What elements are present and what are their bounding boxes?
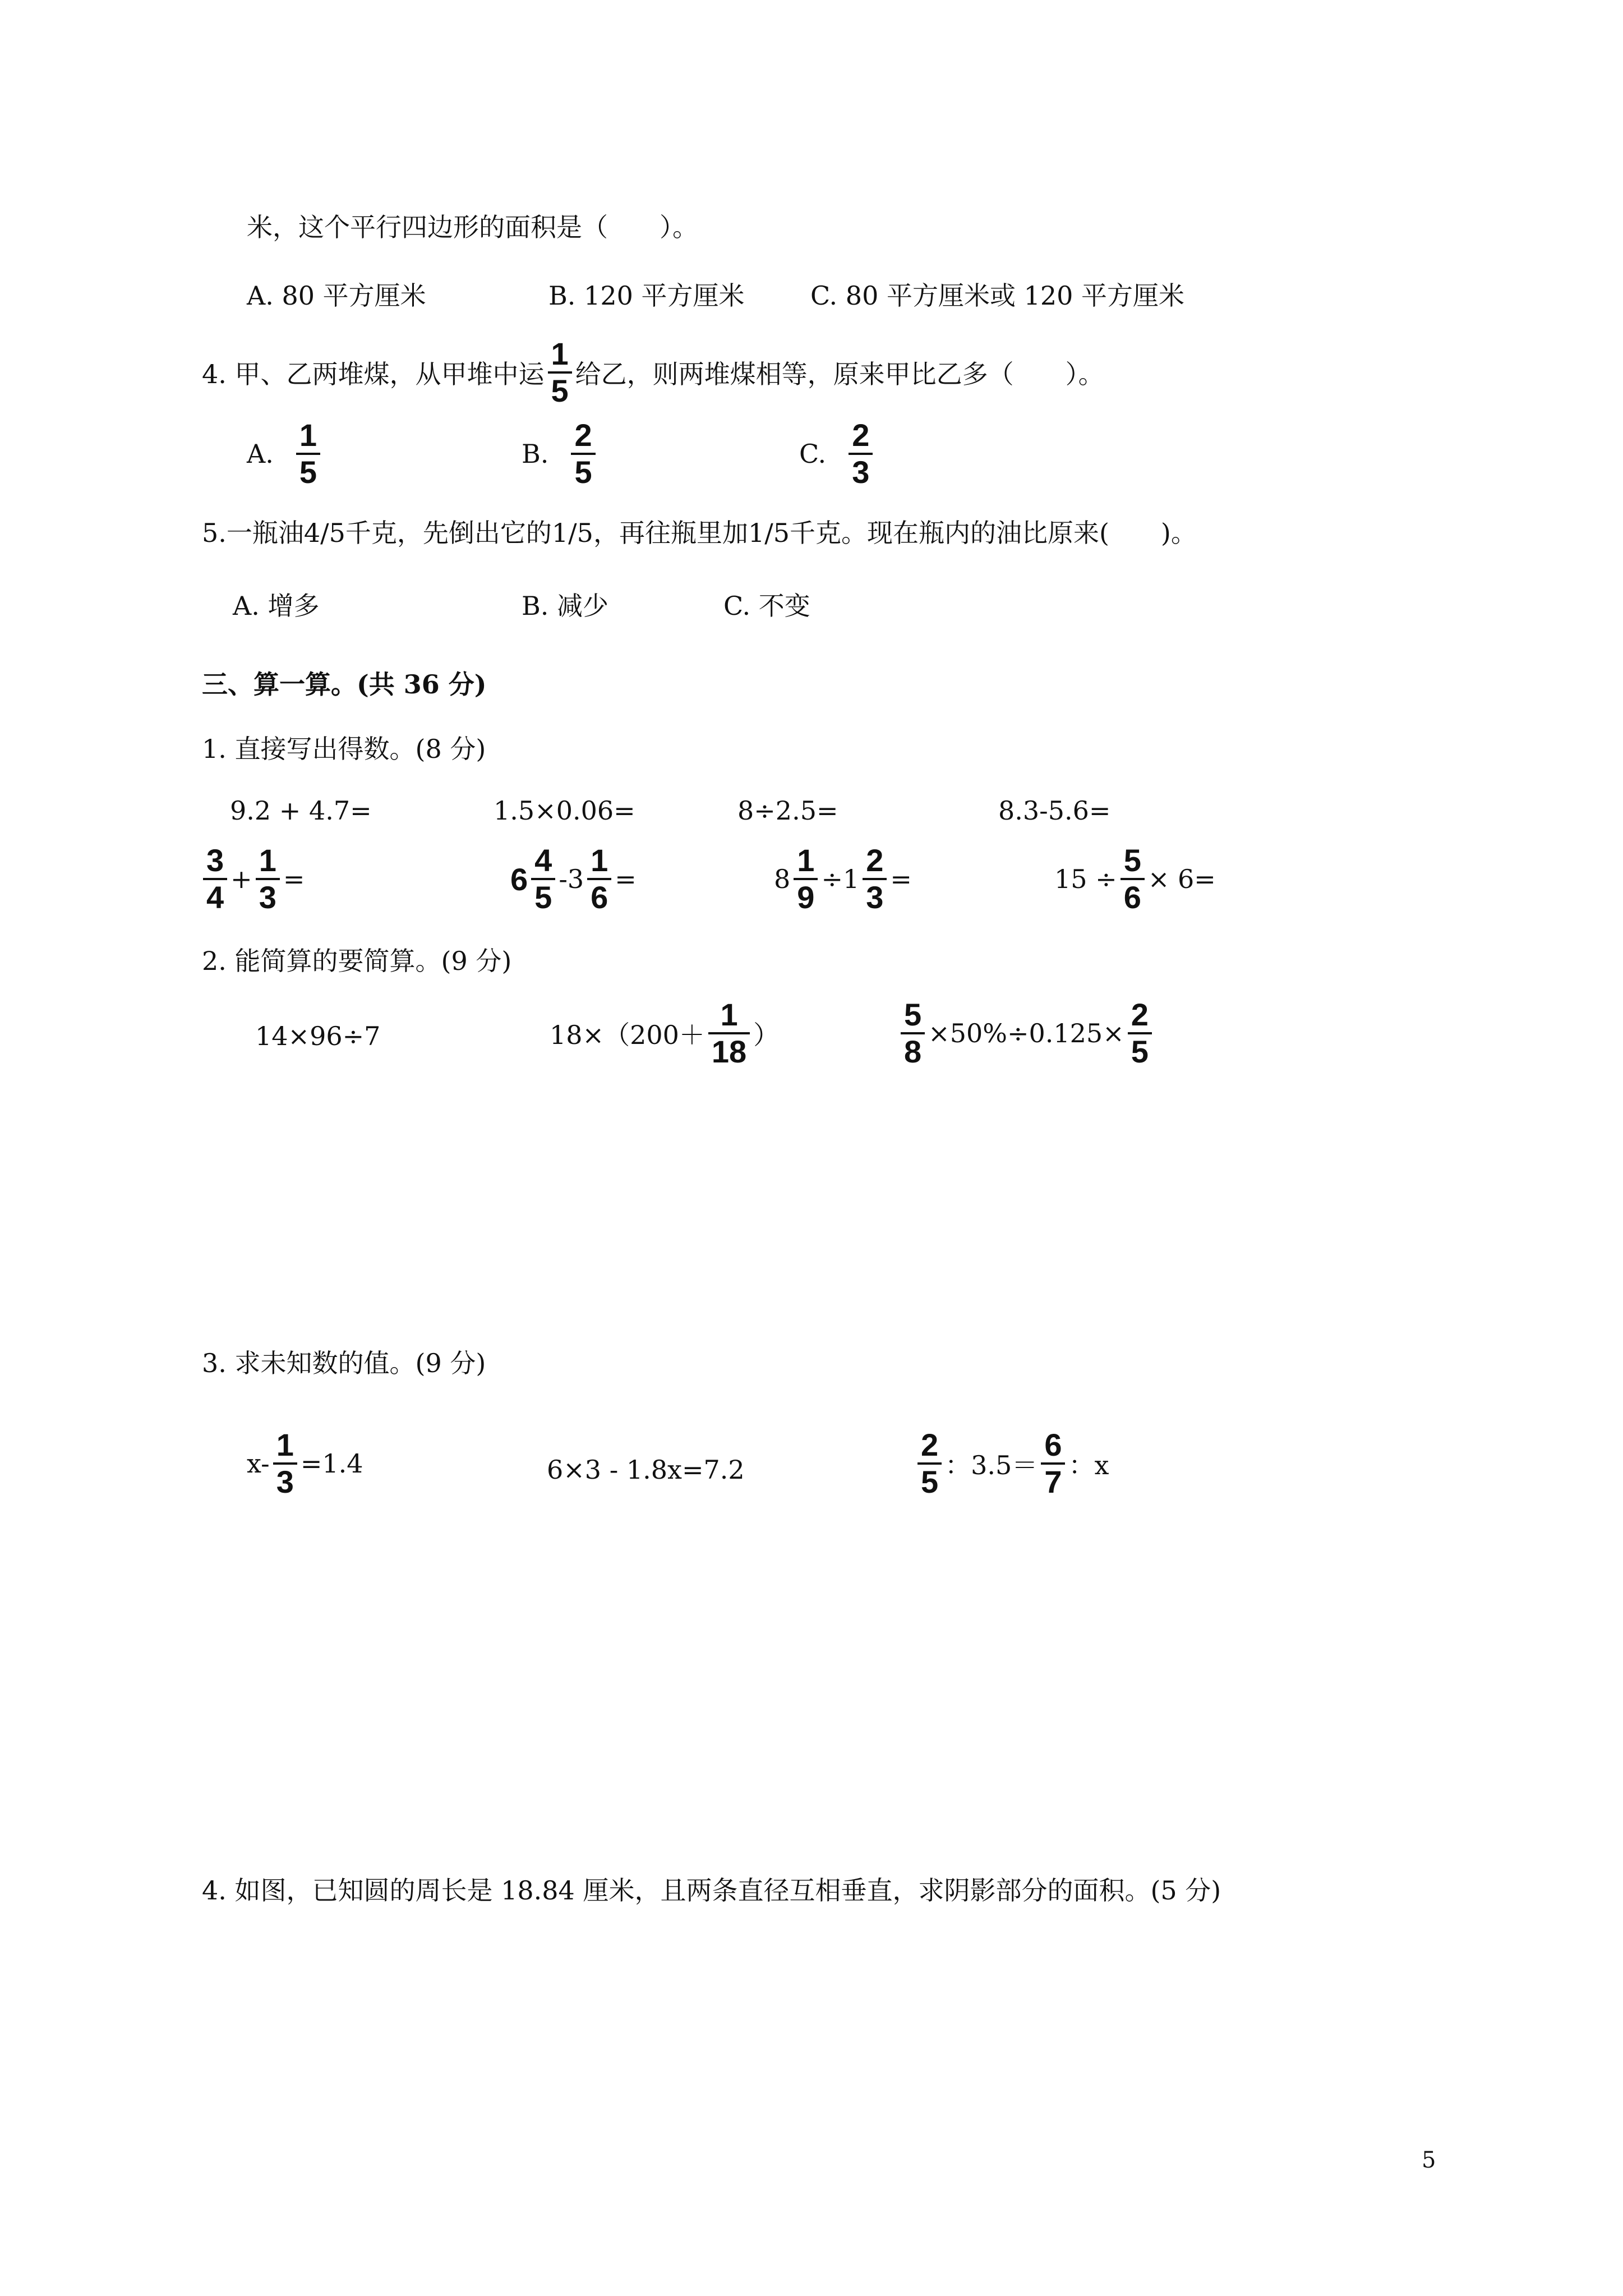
numerator: 1 bbox=[591, 843, 608, 878]
suffix: ：x bbox=[1068, 1450, 1109, 1480]
denominator: 8 bbox=[904, 1034, 922, 1069]
operator: + bbox=[230, 864, 252, 894]
p1-frac-expr-3 bbox=[774, 843, 912, 915]
numerator: 2 bbox=[852, 417, 870, 453]
q4-text-after: 给乙，则两堆煤相等，原来甲比乙多（ ）。 bbox=[575, 359, 1104, 389]
suffix: ） bbox=[753, 1020, 780, 1050]
fraction bbox=[917, 1428, 942, 1499]
denominator: 5 bbox=[574, 454, 592, 490]
denominator: 5 bbox=[299, 454, 317, 490]
numerator: 1 bbox=[551, 336, 569, 371]
numerator: 1 bbox=[299, 417, 317, 453]
denominator: 5 bbox=[551, 373, 569, 408]
p1-frac-expr-4 bbox=[1054, 843, 1216, 915]
q4-option-a bbox=[247, 418, 324, 490]
option-fraction bbox=[571, 418, 595, 490]
denominator: 7 bbox=[1044, 1464, 1062, 1499]
numerator: 3 bbox=[206, 843, 224, 878]
middle-text: ：3.5＝ bbox=[945, 1450, 1038, 1480]
numerator: 1 bbox=[276, 1427, 294, 1462]
fraction bbox=[1041, 1428, 1065, 1499]
operator: -3 bbox=[559, 864, 584, 894]
equals: = bbox=[890, 864, 912, 894]
q5-stem: 5.一瓶油4/5千克，先倒出它的1/5，再往瓶里加1/5千克。现在瓶内的油比原来( )。 bbox=[202, 518, 1197, 548]
p2-expr-2 bbox=[550, 997, 779, 1069]
suffix: =1.4 bbox=[300, 1448, 363, 1479]
whole-number: 6 bbox=[510, 861, 528, 897]
p3-equation-1 bbox=[247, 1428, 363, 1499]
numerator: 1 bbox=[797, 843, 815, 878]
suffix: × 6= bbox=[1147, 864, 1216, 894]
q4-option-b bbox=[522, 418, 599, 490]
p1-frac-expr-2 bbox=[510, 843, 637, 915]
denominator: 5 bbox=[921, 1464, 939, 1499]
numerator: 2 bbox=[1131, 997, 1149, 1032]
fraction bbox=[203, 843, 227, 915]
fraction bbox=[794, 843, 818, 915]
q4-text-before: 4. 甲、乙两堆煤，从甲堆中运 bbox=[202, 359, 545, 389]
denominator: 5 bbox=[1131, 1034, 1149, 1069]
denominator: 9 bbox=[797, 880, 815, 915]
fraction bbox=[1121, 843, 1145, 915]
q3-continuation: 米，这个平行四边形的面积是（ ）。 bbox=[247, 212, 698, 242]
p1-expr-3: 8÷2.5= bbox=[737, 795, 838, 826]
numerator: 4 bbox=[534, 843, 552, 878]
option-label: B. bbox=[522, 439, 549, 469]
p1-expr-1: 9.2 + 4.7= bbox=[230, 795, 372, 826]
denominator: 18 bbox=[711, 1034, 747, 1069]
option-fraction bbox=[296, 418, 320, 490]
fraction bbox=[273, 1428, 297, 1499]
fraction bbox=[531, 843, 555, 915]
fraction bbox=[863, 843, 887, 915]
part2-title: 2. 能简算的要简算。(9 分) bbox=[202, 946, 512, 976]
p2-expr-1: 14×96÷7 bbox=[255, 1021, 381, 1051]
middle-text: ×50%÷0.125× bbox=[928, 1018, 1124, 1048]
fraction bbox=[708, 997, 750, 1069]
fraction bbox=[901, 997, 925, 1069]
q5-option-a: A. 增多 bbox=[233, 591, 320, 621]
fraction bbox=[587, 843, 611, 915]
whole-number: 8 bbox=[774, 864, 791, 894]
q5-option-b: B. 减少 bbox=[522, 591, 609, 621]
denominator: 5 bbox=[534, 880, 552, 915]
numerator: 1 bbox=[720, 997, 738, 1032]
equals: = bbox=[283, 864, 305, 894]
denominator: 3 bbox=[276, 1464, 294, 1499]
denominator: 6 bbox=[1123, 880, 1141, 915]
p3-equation-2: 6×3 - 1.8x=7.2 bbox=[547, 1455, 745, 1485]
fraction bbox=[1128, 997, 1152, 1069]
denominator: 3 bbox=[866, 880, 884, 915]
p2-expr-3 bbox=[897, 997, 1155, 1069]
prefix: 15 ÷ bbox=[1054, 864, 1117, 894]
q4-fraction bbox=[548, 337, 572, 408]
p1-expr-4: 8.3-5.6= bbox=[998, 795, 1111, 826]
prefix: 18×（200＋ bbox=[550, 1020, 705, 1050]
numerator: 5 bbox=[1123, 843, 1141, 878]
numerator: 5 bbox=[904, 997, 922, 1032]
option-fraction bbox=[849, 418, 873, 490]
prefix: x- bbox=[247, 1448, 270, 1479]
numerator: 6 bbox=[1044, 1427, 1062, 1462]
q3-option-c: C. 80 平方厘米或 120 平方厘米 bbox=[810, 280, 1184, 311]
q3-option-a: A. 80 平方厘米 bbox=[247, 280, 426, 311]
denominator: 4 bbox=[206, 880, 224, 915]
option-label: A. bbox=[247, 439, 274, 469]
part1-title: 1. 直接写出得数。(8 分) bbox=[202, 734, 486, 764]
p1-frac-expr-1 bbox=[200, 843, 305, 915]
part4-title: 4. 如图，已知圆的周长是 18.84 厘米，且两条直径互相垂直，求阴影部分的面积。(5 分) bbox=[202, 1875, 1221, 1906]
section-3-heading: 三、算一算。(共 36 分) bbox=[202, 669, 487, 700]
option-label: C. bbox=[799, 439, 827, 469]
operator: ÷1 bbox=[821, 864, 860, 894]
numerator: 1 bbox=[259, 843, 276, 878]
numerator: 2 bbox=[866, 843, 884, 878]
p3-equation-3 bbox=[914, 1428, 1109, 1499]
part3-title: 3. 求未知数的值。(9 分) bbox=[202, 1348, 486, 1378]
q4-stem bbox=[202, 337, 1104, 408]
q4-option-c bbox=[799, 418, 876, 490]
q3-option-b: B. 120 平方厘米 bbox=[548, 280, 745, 311]
page-number: 5 bbox=[1422, 2147, 1436, 2173]
denominator: 6 bbox=[591, 880, 608, 915]
p1-expr-2: 1.5×0.06= bbox=[494, 795, 635, 826]
fraction bbox=[256, 843, 280, 915]
equals: = bbox=[615, 864, 637, 894]
q5-option-c: C. 不变 bbox=[723, 591, 810, 621]
numerator: 2 bbox=[921, 1427, 939, 1462]
numerator: 2 bbox=[574, 417, 592, 453]
denominator: 3 bbox=[852, 454, 870, 490]
denominator: 3 bbox=[259, 880, 276, 915]
